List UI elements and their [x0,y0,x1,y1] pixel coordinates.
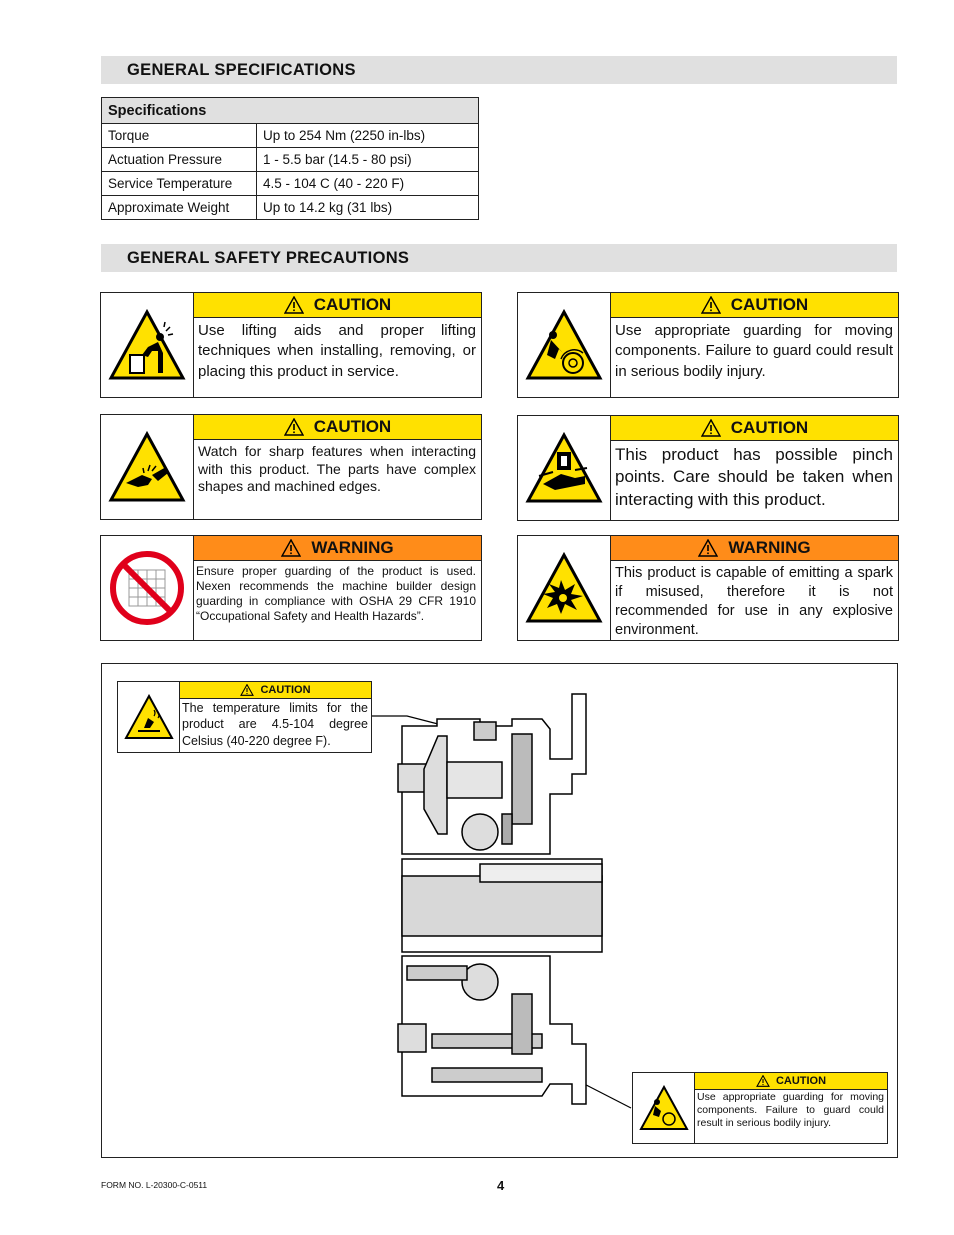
warning-guarding-box [100,535,482,641]
pinch-point-icon [518,416,611,520]
warning-triangle-icon [281,539,301,557]
caution-header: CAUTION [695,1073,887,1090]
caution-guarding-box [517,292,899,398]
table-row: Service Temperature 4.5 - 104 C (40 - 220 F) [102,172,479,196]
warning-triangle-icon [698,539,718,557]
warning-triangle-icon [701,419,721,437]
table-row: Torque Up to 254 Nm (2250 in-lbs) [102,124,479,148]
caution-sharp-box [100,414,482,520]
table-row: Approximate Weight Up to 14.2 kg (31 lbs) [102,196,479,220]
table-row: Actuation Pressure 1 - 5.5 bar (14.5 - 80 psi) [102,148,479,172]
product-cross-section-diagram [101,663,898,1158]
sharp-edges-icon [101,415,194,519]
explosion-icon [518,536,611,640]
section-title: GENERAL SAFETY PRECAUTIONS [127,249,410,267]
warning-text: This product is capable of emitting a spark if misused, therefore it is not recommended for use in any explosive environment. [615,565,893,638]
caution-text: Use lifting aids and proper lifting techniques when installing, removing, or placing this product in service. [198,322,476,380]
warning-explosion-box [517,535,899,641]
rotating-parts-icon [518,293,611,397]
form-number: FORM NO. L-20300-C-0511 [101,1180,208,1190]
caution-header: CAUTION [611,293,898,318]
caution-text: Watch for sharp features when interacting with this product. The parts have complex shapes and machined edges. [198,443,476,494]
page-number: 4 [497,1178,505,1193]
warning-triangle-icon [284,296,304,314]
section-title: GENERAL SPECIFICATIONS [127,61,356,79]
warning-triangle-icon [701,296,721,314]
warning-triangle-icon [284,418,304,436]
caution-header: CAUTION [194,415,481,440]
caution-text: This product has possible pinch points. Care should be taken when interacting with this product. [615,445,893,509]
caution-text: Use appropriate guarding for moving components. Failure to guard could result in serious bodily injury. [697,1091,884,1130]
lifting-icon [101,293,194,397]
temperature-caution-box [117,681,372,753]
warning-header: WARNING [194,536,481,561]
general-safety-bar [101,244,897,272]
caution-header: CAUTION [611,416,898,441]
guarding-caution-box [632,1072,888,1144]
specifications-table [101,97,479,220]
caution-text: Use appropriate guarding for moving components. Failure to guard could result in serious bodily injury. [615,322,893,380]
hot-surface-icon [118,682,180,752]
warning-triangle-icon [756,1075,770,1087]
general-specifications-bar [101,56,897,84]
caution-header: CAUTION [180,682,371,699]
caution-text: The temperature limits for the product are 4.5-104 degree Celsius (40-220 degree F). [182,701,368,748]
rotating-parts-icon [633,1073,695,1143]
caution-lifting-box [100,292,482,398]
table-header: Specifications [102,98,479,124]
warning-triangle-icon [240,684,254,696]
caution-header: CAUTION [194,293,481,318]
warning-header: WARNING [611,536,898,561]
caution-pinch-box [517,415,899,521]
warning-text: Ensure proper guarding of the product is used. Nexen recommends the machine builder design guarding in compliance with OSHA 29 CFR 1910 “Occupational Safety and Health Hazards”. [196,564,476,623]
no-unguarded-operation-icon [101,536,194,640]
